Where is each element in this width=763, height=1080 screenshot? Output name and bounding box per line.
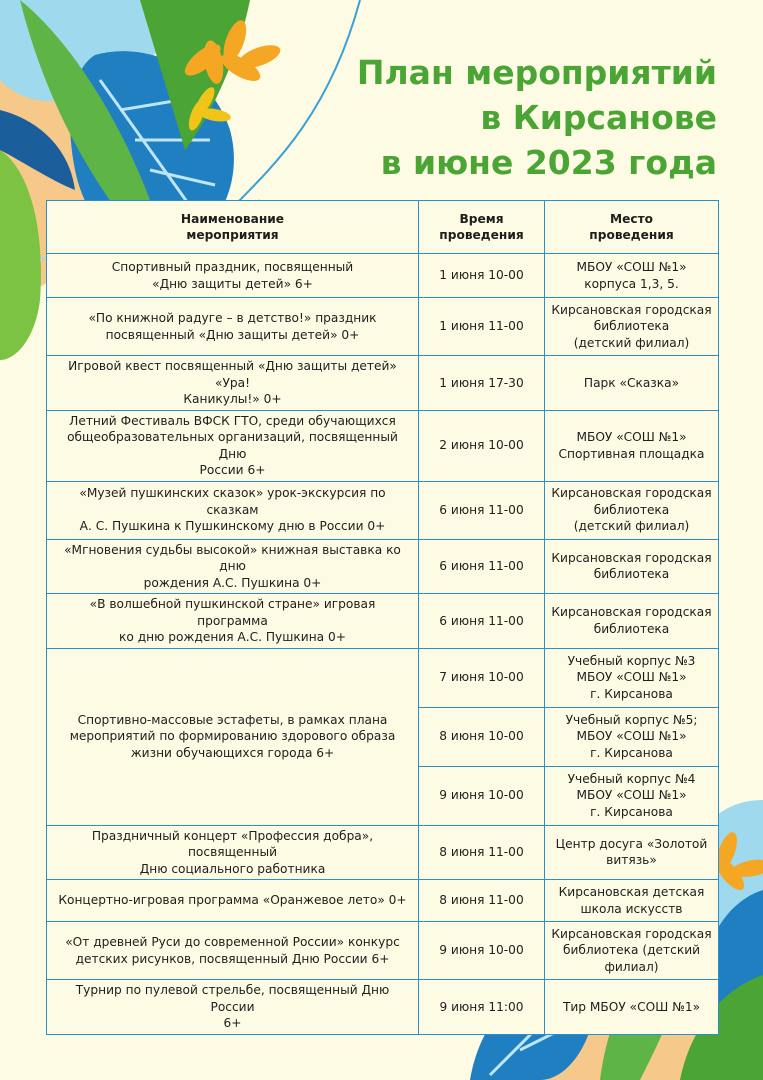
event-place: МБОУ «СОШ №1» корпуса 1,3, 5.	[545, 254, 719, 298]
event-name: Концертно-игровая программа «Оранжевое лето» 0+	[47, 880, 419, 922]
event-place: МБОУ «СОШ №1» Спортивная площадка	[545, 410, 719, 481]
event-place: Парк «Сказка»	[545, 356, 719, 411]
event-time: 9 июня 10-00	[419, 922, 545, 980]
event-name: Праздничный концерт «Профессия добра», посвященный Дню социального работника	[47, 825, 419, 880]
event-time: 8 июня 11-00	[419, 825, 545, 880]
table-row	[47, 648, 719, 707]
table-row	[47, 298, 719, 356]
event-name: Игровой квест посвященный «Дню защиты детей» «Ура! Каникулы!» 0+	[47, 356, 419, 411]
table-row	[47, 880, 719, 922]
event-place: Кирсановская городская библиотека (детский филиал)	[545, 922, 719, 980]
table-row	[47, 922, 719, 980]
event-time: 7 июня 10-00	[419, 648, 545, 707]
table-row	[47, 481, 719, 539]
table-row	[47, 539, 719, 594]
header-event-name: Наименование мероприятия	[47, 201, 419, 254]
event-name: «От древней Руси до современной России» конкурс детских рисунков, посвященный Дню России 6+	[47, 922, 419, 980]
event-time: 6 июня 11-00	[419, 539, 545, 594]
event-time: 8 июня 11-00	[419, 880, 545, 922]
title-line: в июне 2023 года	[380, 143, 717, 182]
event-name: «В волшебной пушкинской стране» игровая программа ко дню рождения А.С. Пушкина 0+	[47, 594, 419, 649]
event-time: 2 июня 10-00	[419, 410, 545, 481]
event-time: 1 июня 10-00	[419, 254, 545, 298]
event-place: Кирсановская городская библиотека	[545, 594, 719, 649]
event-time: 1 июня 11-00	[419, 298, 545, 356]
table-row	[47, 980, 719, 1035]
event-time: 9 июня 10-00	[419, 766, 545, 825]
event-time: 6 июня 11-00	[419, 481, 545, 539]
event-time: 8 июня 10-00	[419, 707, 545, 766]
event-time: 6 июня 11-00	[419, 594, 545, 649]
event-place: Кирсановская городская библиотека	[545, 539, 719, 594]
event-name: Спортивный праздник, посвященный «Дню защиты детей» 6+	[47, 254, 419, 298]
event-name: «Музей пушкинских сказок» урок-экскурсия по сказкам А. С. Пушкина к Пушкинскому дню в России 0+	[47, 481, 419, 539]
event-place: Кирсановская городская библиотека (детский филиал)	[545, 298, 719, 356]
title-line: План мероприятий	[356, 53, 717, 92]
events-table	[46, 200, 719, 1035]
table-row	[47, 356, 719, 411]
event-name: «По книжной радуге – в детство!» праздник посвященный «Дню защиты детей» 0+	[47, 298, 419, 356]
page-title	[297, 50, 717, 185]
table-row	[47, 594, 719, 649]
event-name: Спортивно-массовые эстафеты, в рамках плана мероприятий по формированию здорового образа жизни обучающихся города 6+	[47, 648, 419, 825]
event-time: 1 июня 17-30	[419, 356, 545, 411]
event-name: «Мгновения судьбы высокой» книжная выставка ко дню рождения А.С. Пушкина 0+	[47, 539, 419, 594]
event-place: Кирсановская городская библиотека (детский филиал)	[545, 481, 719, 539]
table-row	[47, 410, 719, 481]
event-time: 9 июня 11:00	[419, 980, 545, 1035]
header-event-place: Место проведения	[545, 201, 719, 254]
event-place: Кирсановская детская школа искусств	[545, 880, 719, 922]
event-place: Учебный корпус №3 МБОУ «СОШ №1» г. Кирсанова	[545, 648, 719, 707]
event-place: Центр досуга «Золотой витязь»	[545, 825, 719, 880]
event-place: Тир МБОУ «СОШ №1»	[545, 980, 719, 1035]
event-place: Учебный корпус №5; МБОУ «СОШ №1» г. Кирсанова	[545, 707, 719, 766]
title-line: в Кирсанове	[480, 98, 717, 137]
table-row	[47, 254, 719, 298]
table-header-row	[47, 201, 719, 254]
header-event-time: Время проведения	[419, 201, 545, 254]
event-name: Летний Фестиваль ВФСК ГТО, среди обучающихся общеобразовательных организаций, посвященный Дню России 6+	[47, 410, 419, 481]
event-name: Турнир по пулевой стрельбе, посвященный Дню России 6+	[47, 980, 419, 1035]
event-place: Учебный корпус №4 МБОУ «СОШ №1» г. Кирсанова	[545, 766, 719, 825]
table-row	[47, 825, 719, 880]
